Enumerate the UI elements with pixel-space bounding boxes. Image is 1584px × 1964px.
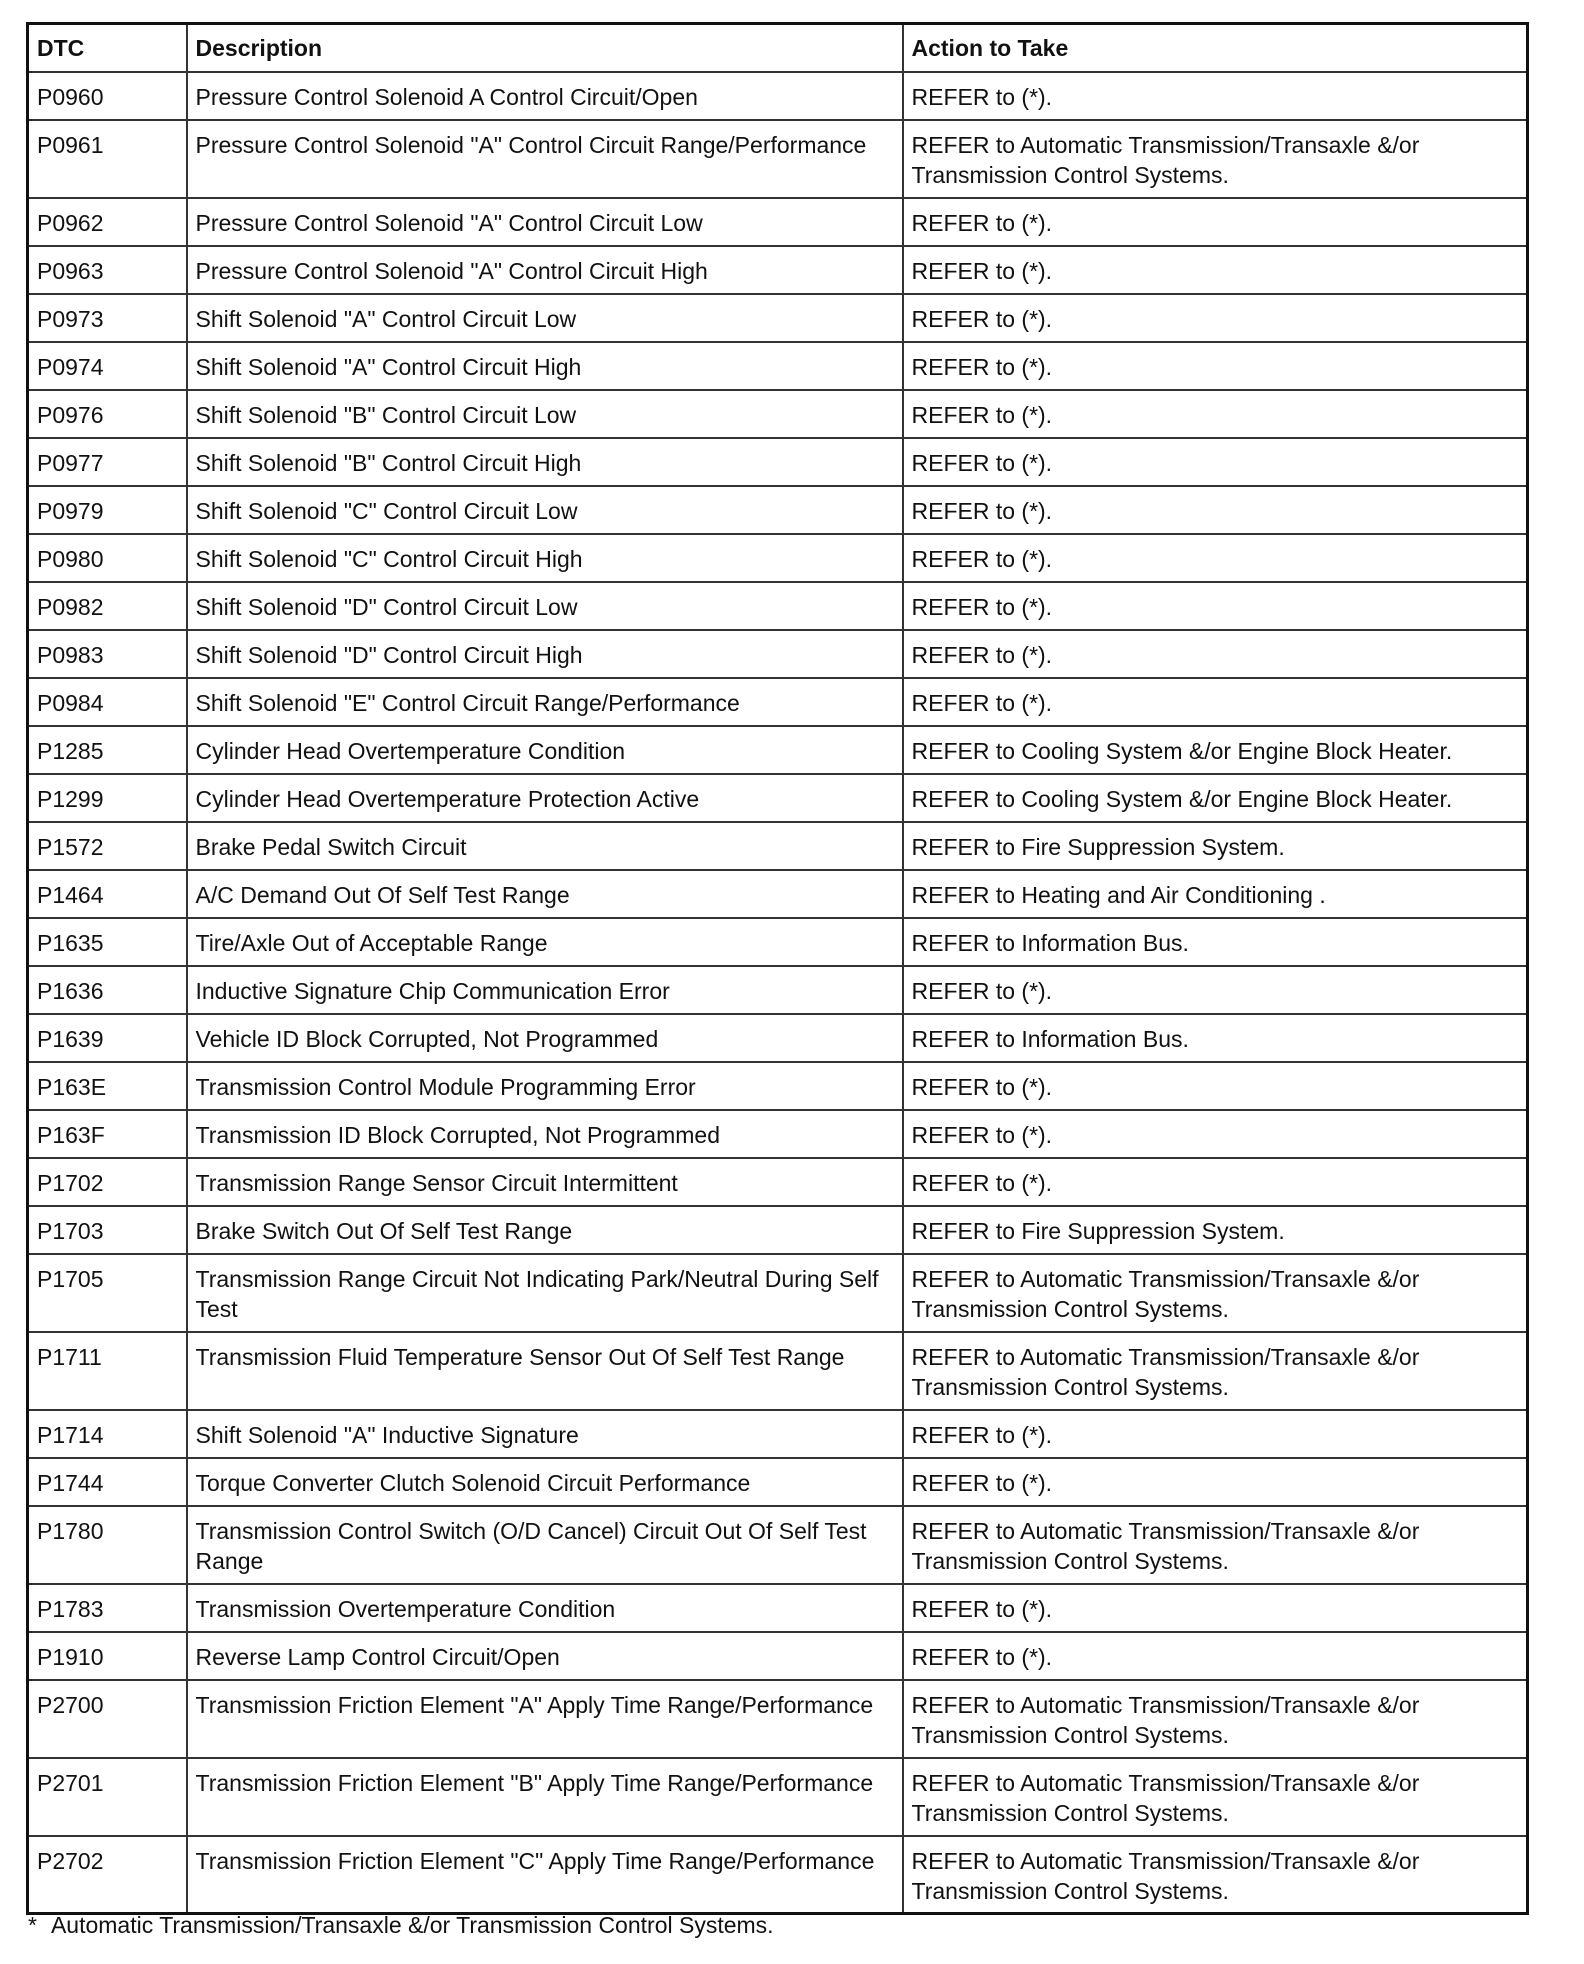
table-row (28, 438, 1528, 486)
dtc-cell (28, 1836, 187, 1914)
table-row (28, 246, 1528, 294)
dtc-cell (28, 822, 187, 870)
description-cell (187, 198, 903, 246)
dtc-cell-text: P0979 (37, 497, 104, 524)
dtc-cell (28, 1332, 187, 1410)
description-cell-text: Transmission Friction Element "A" Apply Time Range/Performance (195, 1691, 874, 1718)
table-row (28, 1332, 1528, 1410)
action-cell-text: REFER to Cooling System &/or Engine Block Heater. (911, 785, 1453, 812)
table-row (28, 1110, 1528, 1158)
dtc-cell-text: P1636 (37, 977, 104, 1004)
description-cell (187, 1206, 903, 1254)
dtc-cell-text: P0974 (37, 353, 104, 380)
description-cell-text: Brake Pedal Switch Circuit (195, 833, 467, 860)
action-cell (903, 342, 1528, 390)
action-cell (903, 1458, 1528, 1506)
dtc-cell (28, 1410, 187, 1458)
dtc-cell (28, 966, 187, 1014)
table-row (28, 534, 1528, 582)
description-cell (187, 342, 903, 390)
dtc-cell-text: P1783 (37, 1595, 104, 1622)
dtc-cell-text: P163F (37, 1121, 105, 1148)
dtc-cell-text: P0973 (37, 305, 104, 332)
action-cell (903, 1758, 1528, 1836)
action-cell-text: REFER to (*). (911, 1073, 1053, 1100)
description-cell (187, 486, 903, 534)
table-row (28, 486, 1528, 534)
action-cell (903, 630, 1528, 678)
action-cell-text: REFER to Automatic Transmission/Transaxle &/or Transmission Control Systems. (911, 1517, 1420, 1574)
dtc-cell (28, 486, 187, 534)
description-cell (187, 1158, 903, 1206)
table-row (28, 1206, 1528, 1254)
action-cell (903, 534, 1528, 582)
action-cell-text: REFER to (*). (911, 1595, 1053, 1622)
dtc-cell-text: P1780 (37, 1517, 104, 1544)
action-cell (903, 582, 1528, 630)
table-row (28, 1632, 1528, 1680)
table-row (28, 822, 1528, 870)
header-action: Action to Take (903, 24, 1528, 72)
description-cell (187, 390, 903, 438)
action-cell (903, 822, 1528, 870)
dtc-cell-text: P0963 (37, 257, 104, 284)
action-cell-text: REFER to Automatic Transmission/Transaxle &/or Transmission Control Systems. (911, 1343, 1420, 1400)
action-cell-text: REFER to (*). (911, 83, 1053, 110)
description-cell-text: Tire/Axle Out of Acceptable Range (195, 929, 548, 956)
dtc-cell-text: P1639 (37, 1025, 104, 1052)
action-cell-text: REFER to Cooling System &/or Engine Block Heater. (911, 737, 1453, 764)
dtc-cell (28, 1584, 187, 1632)
description-cell (187, 822, 903, 870)
dtc-cell-text: P0977 (37, 449, 104, 476)
table-row (28, 966, 1528, 1014)
description-cell (187, 966, 903, 1014)
table-row (28, 72, 1528, 120)
table-row (28, 582, 1528, 630)
action-cell-text: REFER to Fire Suppression System. (911, 1217, 1285, 1244)
dtc-cell-text: P1635 (37, 929, 104, 956)
table-row (28, 1458, 1528, 1506)
dtc-cell (28, 390, 187, 438)
description-cell (187, 294, 903, 342)
action-cell (903, 1506, 1528, 1584)
description-cell (187, 630, 903, 678)
action-cell (903, 1014, 1528, 1062)
description-cell (187, 1062, 903, 1110)
action-cell (903, 1206, 1528, 1254)
description-cell-text: Transmission Control Module Programming Error (195, 1073, 696, 1100)
table-row (28, 870, 1528, 918)
table-row (28, 390, 1528, 438)
dtc-cell-text: P0961 (37, 131, 104, 158)
description-cell (187, 1632, 903, 1680)
description-cell (187, 582, 903, 630)
dtc-cell-text: P1572 (37, 833, 104, 860)
description-cell (187, 1680, 903, 1758)
footnote-marker: * (28, 1912, 37, 1938)
description-cell-text: Transmission ID Block Corrupted, Not Programmed (195, 1121, 720, 1148)
table-row (28, 294, 1528, 342)
dtc-cell (28, 1758, 187, 1836)
description-cell-text: Transmission Control Switch (O/D Cancel) Circuit Out Of Self Test Range (195, 1517, 867, 1574)
table-row (28, 630, 1528, 678)
table-row (28, 1758, 1528, 1836)
action-cell (903, 1110, 1528, 1158)
description-cell (187, 1458, 903, 1506)
action-cell (903, 1680, 1528, 1758)
action-cell-text: REFER to (*). (911, 257, 1053, 284)
dtc-cell (28, 1506, 187, 1584)
action-cell-text: REFER to Automatic Transmission/Transaxle &/or Transmission Control Systems. (911, 1769, 1420, 1826)
table-row (28, 120, 1528, 198)
description-cell-text: Shift Solenoid "A" Control Circuit Low (195, 305, 577, 332)
description-cell (187, 1410, 903, 1458)
description-cell-text: Shift Solenoid "A" Control Circuit High (195, 353, 582, 380)
action-cell-text: REFER to Heating and Air Conditioning . (911, 881, 1326, 908)
action-cell (903, 1410, 1528, 1458)
description-cell-text: Shift Solenoid "D" Control Circuit High (195, 641, 583, 668)
description-cell (187, 678, 903, 726)
table-row (28, 918, 1528, 966)
dtc-cell-text: P0980 (37, 545, 104, 572)
dtc-cell-text: P0982 (37, 593, 104, 620)
table-row (28, 1158, 1528, 1206)
dtc-cell-text: P1702 (37, 1169, 104, 1196)
dtc-cell (28, 534, 187, 582)
dtc-cell-text: P1711 (37, 1343, 102, 1370)
action-cell-text: REFER to (*). (911, 1121, 1053, 1148)
action-cell-text: REFER to (*). (911, 1469, 1053, 1496)
action-cell (903, 1836, 1528, 1914)
description-cell-text: Transmission Range Sensor Circuit Intermittent (195, 1169, 678, 1196)
dtc-cell (28, 582, 187, 630)
dtc-cell-text: P0983 (37, 641, 104, 668)
action-cell (903, 1584, 1528, 1632)
dtc-cell-text: P0960 (37, 83, 104, 110)
dtc-cell (28, 1254, 187, 1332)
action-cell (903, 390, 1528, 438)
description-cell-text: Transmission Range Circuit Not Indicating Park/Neutral During Self Test (195, 1265, 879, 1322)
description-cell-text: Pressure Control Solenoid "A" Control Circuit High (195, 257, 708, 284)
description-cell (187, 1584, 903, 1632)
table-row (28, 1680, 1528, 1758)
dtc-cell (28, 1062, 187, 1110)
description-cell-text: Pressure Control Solenoid "A" Control Circuit Low (195, 209, 703, 236)
description-cell (187, 870, 903, 918)
table-row (28, 1584, 1528, 1632)
dtc-cell (28, 1014, 187, 1062)
dtc-cell (28, 1680, 187, 1758)
dtc-cell (28, 678, 187, 726)
action-cell (903, 726, 1528, 774)
action-cell-text: REFER to Automatic Transmission/Transaxle &/or Transmission Control Systems. (911, 1265, 1420, 1322)
table-row (28, 1254, 1528, 1332)
action-cell (903, 774, 1528, 822)
dtc-cell-text: P0962 (37, 209, 104, 236)
action-cell-text: REFER to (*). (911, 545, 1053, 572)
description-cell-text: Cylinder Head Overtemperature Condition (195, 737, 626, 764)
action-cell-text: REFER to Automatic Transmission/Transaxle &/or Transmission Control Systems. (911, 131, 1420, 188)
table-row (28, 1506, 1528, 1584)
table-row (28, 726, 1528, 774)
action-cell-text: REFER to Automatic Transmission/Transaxle &/or Transmission Control Systems. (911, 1847, 1420, 1904)
action-cell (903, 120, 1528, 198)
header-description: Description (187, 24, 903, 72)
dtc-cell-text: P1714 (37, 1421, 104, 1448)
description-cell-text: Shift Solenoid "B" Control Circuit High (195, 449, 582, 476)
description-cell (187, 1836, 903, 1914)
action-cell (903, 1332, 1528, 1410)
dtc-cell-text: P1703 (37, 1217, 104, 1244)
action-cell (903, 198, 1528, 246)
action-cell-text: REFER to (*). (911, 977, 1053, 1004)
table-row (28, 1836, 1528, 1914)
description-cell-text: Torque Converter Clutch Solenoid Circuit Performance (195, 1469, 751, 1496)
action-cell-text: REFER to (*). (911, 305, 1053, 332)
action-cell (903, 294, 1528, 342)
table-row (28, 678, 1528, 726)
table-row (28, 1062, 1528, 1110)
dtc-cell (28, 438, 187, 486)
dtc-cell (28, 120, 187, 198)
action-cell-text: REFER to Information Bus. (911, 929, 1189, 956)
action-cell (903, 1632, 1528, 1680)
header-dtc: DTC (28, 24, 187, 72)
action-cell (903, 246, 1528, 294)
description-cell-text: A/C Demand Out Of Self Test Range (195, 881, 570, 908)
action-cell (903, 1254, 1528, 1332)
description-cell-text: Shift Solenoid "C" Control Circuit Low (195, 497, 578, 524)
description-cell-text: Transmission Friction Element "B" Apply Time Range/Performance (195, 1769, 874, 1796)
table-row (28, 1410, 1528, 1458)
action-cell-text: REFER to (*). (911, 209, 1053, 236)
dtc-cell (28, 246, 187, 294)
description-cell-text: Inductive Signature Chip Communication Error (195, 977, 670, 1004)
dtc-cell-text: P0984 (37, 689, 104, 716)
description-cell (187, 726, 903, 774)
description-cell (187, 72, 903, 120)
description-cell-text: Reverse Lamp Control Circuit/Open (195, 1643, 560, 1670)
description-cell-text: Shift Solenoid "B" Control Circuit Low (195, 401, 577, 428)
description-cell-text: Transmission Friction Element "C" Apply Time Range/Performance (195, 1847, 875, 1874)
footnote (28, 1910, 774, 1940)
footnote-text: Automatic Transmission/Transaxle &/or Transmission Control Systems. (50, 1912, 774, 1938)
action-cell-text: REFER to (*). (911, 353, 1053, 380)
dtc-cell-text: P1705 (37, 1265, 104, 1292)
description-cell (187, 918, 903, 966)
dtc-cell (28, 342, 187, 390)
dtc-cell (28, 870, 187, 918)
action-cell (903, 966, 1528, 1014)
dtc-cell (28, 1632, 187, 1680)
description-cell-text: Vehicle ID Block Corrupted, Not Programmed (195, 1025, 659, 1052)
dtc-cell-text: P1910 (37, 1643, 104, 1670)
table-body (28, 72, 1528, 1914)
dtc-cell-text: P2700 (37, 1691, 104, 1718)
description-cell (187, 120, 903, 198)
action-cell-text: REFER to (*). (911, 497, 1053, 524)
action-cell-text: REFER to (*). (911, 1421, 1053, 1448)
dtc-cell (28, 1206, 187, 1254)
dtc-cell (28, 774, 187, 822)
dtc-table (26, 22, 1529, 1915)
dtc-cell (28, 198, 187, 246)
action-cell-text: REFER to (*). (911, 401, 1053, 428)
description-cell-text: Shift Solenoid "D" Control Circuit Low (195, 593, 578, 620)
description-cell (187, 1332, 903, 1410)
dtc-cell (28, 294, 187, 342)
action-cell (903, 918, 1528, 966)
dtc-cell-text: P1285 (37, 737, 104, 764)
description-cell-text: Cylinder Head Overtemperature Protection Active (195, 785, 700, 812)
dtc-cell (28, 630, 187, 678)
table-header-row (28, 24, 1528, 72)
action-cell-text: REFER to (*). (911, 1643, 1053, 1670)
action-cell (903, 438, 1528, 486)
description-cell (187, 246, 903, 294)
table-row (28, 342, 1528, 390)
dtc-cell-text: P1744 (37, 1469, 104, 1496)
action-cell (903, 678, 1528, 726)
dtc-cell-text: P1299 (37, 785, 104, 812)
action-cell (903, 1062, 1528, 1110)
description-cell (187, 534, 903, 582)
action-cell-text: REFER to (*). (911, 641, 1053, 668)
dtc-cell-text: P163E (37, 1073, 107, 1100)
dtc-cell (28, 1458, 187, 1506)
dtc-cell (28, 1158, 187, 1206)
action-cell-text: REFER to (*). (911, 689, 1053, 716)
description-cell-text: Transmission Overtemperature Condition (195, 1595, 616, 1622)
description-cell (187, 1014, 903, 1062)
description-cell-text: Brake Switch Out Of Self Test Range (195, 1217, 573, 1244)
description-cell-text: Shift Solenoid "A" Inductive Signature (195, 1421, 579, 1448)
action-cell (903, 870, 1528, 918)
description-cell-text: Shift Solenoid "C" Control Circuit High (195, 545, 583, 572)
description-cell (187, 774, 903, 822)
action-cell-text: REFER to (*). (911, 1169, 1053, 1196)
dtc-cell (28, 1110, 187, 1158)
description-cell (187, 1110, 903, 1158)
action-cell-text: REFER to Automatic Transmission/Transaxle &/or Transmission Control Systems. (911, 1691, 1420, 1748)
description-cell-text: Transmission Fluid Temperature Sensor Out Of Self Test Range (195, 1343, 845, 1370)
description-cell (187, 438, 903, 486)
table-row (28, 774, 1528, 822)
dtc-cell-text: P0976 (37, 401, 104, 428)
action-cell (903, 486, 1528, 534)
action-cell-text: REFER to (*). (911, 593, 1053, 620)
dtc-cell-text: P1464 (37, 881, 104, 908)
dtc-cell-text: P2701 (37, 1769, 104, 1796)
table-row (28, 198, 1528, 246)
description-cell-text: Pressure Control Solenoid "A" Control Circuit Range/Performance (195, 131, 867, 158)
description-cell-text: Shift Solenoid "E" Control Circuit Range/Performance (195, 689, 740, 716)
action-cell (903, 72, 1528, 120)
dtc-cell (28, 72, 187, 120)
dtc-cell-text: P2702 (37, 1847, 104, 1874)
dtc-cell (28, 726, 187, 774)
action-cell-text: REFER to Fire Suppression System. (911, 833, 1285, 860)
action-cell (903, 1158, 1528, 1206)
action-cell-text: REFER to Information Bus. (911, 1025, 1189, 1052)
description-cell (187, 1506, 903, 1584)
description-cell-text: Pressure Control Solenoid A Control Circuit/Open (195, 83, 698, 110)
description-cell (187, 1758, 903, 1836)
action-cell-text: REFER to (*). (911, 449, 1053, 476)
table-row (28, 1014, 1528, 1062)
dtc-cell (28, 918, 187, 966)
description-cell (187, 1254, 903, 1332)
